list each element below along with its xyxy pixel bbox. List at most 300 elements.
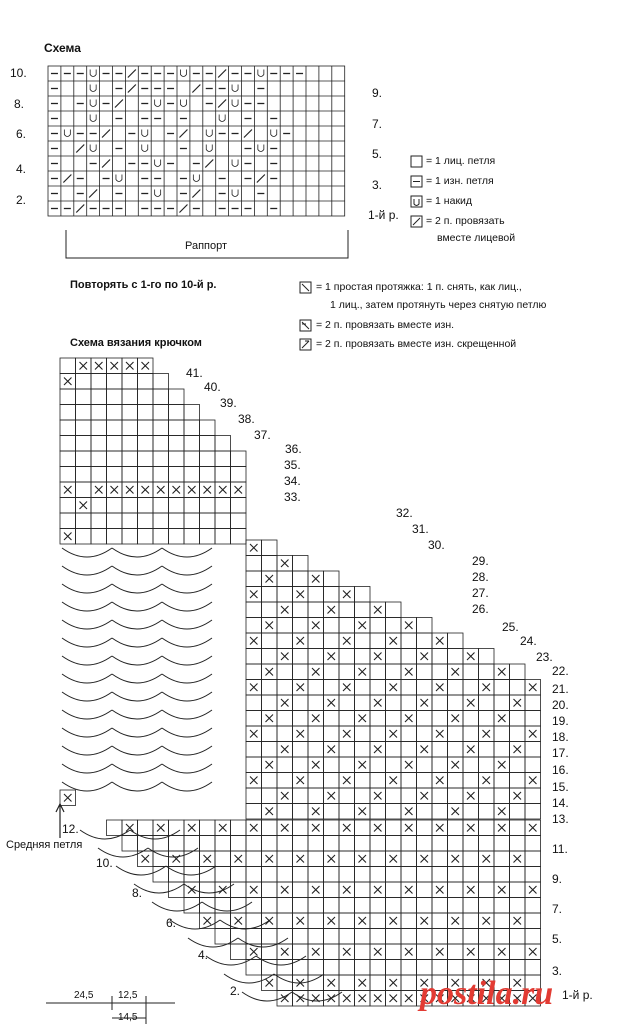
chart-cell <box>463 913 479 929</box>
chart-cell <box>494 788 510 804</box>
crochet-row-label: 34. <box>284 474 301 488</box>
single-crochet-mark <box>483 684 491 692</box>
single-crochet-mark <box>529 684 537 692</box>
chart-cell <box>510 757 526 773</box>
single-crochet-mark <box>343 730 351 738</box>
chart-cell <box>262 773 278 789</box>
chart-cell <box>355 773 371 789</box>
chart-cell <box>525 836 541 852</box>
chain-arch <box>162 584 212 593</box>
chart-cell <box>184 529 200 545</box>
chart-cell <box>262 898 278 914</box>
chart-cell <box>277 898 293 914</box>
yarn-over-mark <box>64 130 70 137</box>
chart-cell <box>215 929 231 945</box>
decrease-mark <box>102 130 110 138</box>
chain-arch <box>62 692 112 701</box>
chart-cell <box>293 898 309 914</box>
chart-cell <box>200 513 216 529</box>
single-crochet-mark <box>374 824 382 832</box>
single-crochet-mark <box>328 653 336 661</box>
single-crochet-mark <box>405 995 413 1003</box>
chart-cell <box>153 851 169 867</box>
chart-cell <box>169 882 185 898</box>
crochet-row-label: 33. <box>284 490 301 504</box>
chart-cell <box>525 913 541 929</box>
watermark: postila.ru <box>420 975 554 1012</box>
chart-cell <box>153 836 169 852</box>
chart-cell <box>122 374 138 390</box>
single-crochet-mark <box>204 855 212 863</box>
single-crochet-mark <box>374 792 382 800</box>
single-crochet-mark <box>266 575 274 583</box>
single-crochet-mark <box>359 761 367 769</box>
chart-cell <box>386 867 402 883</box>
chart-cell <box>231 513 247 529</box>
chain-arch <box>62 620 112 629</box>
chart-cell <box>370 898 386 914</box>
single-crochet-mark <box>250 824 258 832</box>
single-crochet-mark <box>250 544 258 552</box>
chart-cell <box>417 882 433 898</box>
crochet-row-label: 25. <box>502 620 519 634</box>
decrease-mark <box>102 160 110 168</box>
chart-cell <box>138 374 154 390</box>
chart-cell <box>308 960 324 976</box>
chart-cell <box>293 649 309 665</box>
single-crochet-mark <box>142 362 150 370</box>
single-crochet-mark <box>405 668 413 676</box>
chart-cell <box>91 451 107 467</box>
single-crochet-mark <box>374 886 382 894</box>
chart-cell <box>324 664 340 680</box>
chart-cell <box>231 498 247 514</box>
chart-cell <box>76 482 92 498</box>
chart-cell <box>463 960 479 976</box>
chain-arch <box>162 548 212 557</box>
single-crochet-mark <box>157 486 165 494</box>
crochet-row-label: 36. <box>285 442 302 456</box>
chart-cell <box>200 867 216 883</box>
chart-cell <box>91 389 107 405</box>
chart-cell <box>246 836 262 852</box>
single-crochet-mark <box>281 792 289 800</box>
chart-cell <box>432 836 448 852</box>
chart-cell <box>153 529 169 545</box>
chart-cell <box>153 513 169 529</box>
yarn-over-mark <box>232 100 238 107</box>
chart-cell <box>262 960 278 976</box>
chart-cell <box>370 960 386 976</box>
chart-cell <box>262 788 278 804</box>
single-crochet-mark <box>297 855 305 863</box>
chain-arch <box>184 884 234 893</box>
legend-text: = 1 накид <box>426 195 473 207</box>
chart-cell <box>60 498 76 514</box>
chart-cell <box>417 898 433 914</box>
chart-cell <box>448 742 464 758</box>
single-crochet-mark <box>111 362 119 370</box>
dimension-label: 24,5 <box>74 990 94 1001</box>
crochet-row-label: 13. <box>552 812 569 826</box>
crochet-row-label: 14. <box>552 796 569 810</box>
single-crochet-mark <box>436 777 444 785</box>
single-crochet-mark <box>359 995 367 1003</box>
chart-cell <box>76 389 92 405</box>
crochet-row-label: 22. <box>552 664 569 678</box>
chart-cell <box>370 618 386 634</box>
chart-cell <box>246 602 262 618</box>
chart-cell <box>308 913 324 929</box>
chart-cell <box>60 389 76 405</box>
chart-cell <box>293 711 309 727</box>
chart-cell <box>417 726 433 742</box>
chart-cell <box>308 633 324 649</box>
row-label-right: 7. <box>372 117 383 131</box>
single-crochet-mark <box>281 653 289 661</box>
yarn-over-mark <box>258 70 264 77</box>
chart-cell <box>525 898 541 914</box>
chart-cell <box>169 420 185 436</box>
chart-cell <box>293 882 309 898</box>
chart-cell <box>479 788 495 804</box>
chart-cell <box>293 867 309 883</box>
yarn-over-mark <box>90 115 96 122</box>
chart-cell <box>448 649 464 665</box>
chart-cell <box>122 420 138 436</box>
chart-cell <box>308 788 324 804</box>
single-crochet-mark <box>281 948 289 956</box>
yarn-over-mark <box>116 175 122 182</box>
yarn-over-mark <box>142 130 148 137</box>
chart-cell <box>448 788 464 804</box>
chart-cell <box>339 711 355 727</box>
chart-cell <box>262 742 278 758</box>
chart-cell <box>76 529 92 545</box>
chart-cell <box>324 571 340 587</box>
chain-arch <box>162 674 212 683</box>
single-crochet-mark <box>452 917 460 925</box>
single-crochet-mark <box>266 715 274 723</box>
single-crochet-mark <box>436 824 444 832</box>
chain-arch <box>112 638 162 647</box>
chart-cell <box>308 649 324 665</box>
chart-cell <box>246 960 262 976</box>
decrease-mark <box>205 160 213 168</box>
chart-cell <box>277 664 293 680</box>
single-crochet-mark <box>529 777 537 785</box>
chart-cell <box>432 804 448 820</box>
single-crochet-mark <box>64 794 72 802</box>
crochet-row-label: 40. <box>204 380 221 394</box>
single-crochet-mark <box>390 637 398 645</box>
chart-cell <box>107 513 123 529</box>
legend-text: 1 лиц., затем протянуть через снятую петлю <box>330 299 547 311</box>
chart-cell <box>122 513 138 529</box>
chart-cell <box>370 836 386 852</box>
single-crochet-mark <box>405 622 413 630</box>
chain-arch <box>62 602 112 611</box>
chart-cell <box>122 451 138 467</box>
single-crochet-mark <box>64 378 72 386</box>
chart-cell <box>277 757 293 773</box>
chart-cell <box>386 695 402 711</box>
chart-cell <box>324 633 340 649</box>
legend-text: = 2 п. провязать <box>426 215 505 227</box>
single-crochet-mark <box>467 948 475 956</box>
chain-arch <box>62 710 112 719</box>
single-crochet-mark <box>126 486 134 494</box>
single-crochet-mark <box>405 824 413 832</box>
chart-cell <box>510 711 526 727</box>
chain-arch <box>112 656 162 665</box>
chart-cell <box>60 436 76 452</box>
chart-cell <box>215 436 231 452</box>
chart-cell <box>417 836 433 852</box>
decrease-mark <box>257 175 265 183</box>
row-label-left: 6. <box>16 127 27 141</box>
single-crochet-mark <box>374 699 382 707</box>
single-crochet-mark <box>405 808 413 816</box>
chart-cell <box>386 664 402 680</box>
single-crochet-mark <box>281 746 289 754</box>
chain-arch <box>62 728 112 737</box>
chart-cell <box>262 649 278 665</box>
single-crochet-mark <box>374 995 382 1003</box>
chart-cell <box>231 820 247 836</box>
row-label-right: 9. <box>372 86 383 100</box>
chart-cell <box>401 913 417 929</box>
chart-cell <box>386 820 402 836</box>
chart-cell <box>231 867 247 883</box>
chart-cell <box>324 618 340 634</box>
chart-cell <box>324 711 340 727</box>
chart-cell <box>215 513 231 529</box>
chart-cell <box>479 804 495 820</box>
chart-cell <box>262 695 278 711</box>
single-crochet-mark <box>452 715 460 723</box>
chart-cell <box>510 867 526 883</box>
chain-arch <box>112 728 162 737</box>
chart-cell <box>308 836 324 852</box>
chart-cell <box>293 757 309 773</box>
chart-cell <box>432 649 448 665</box>
single-crochet-mark <box>250 637 258 645</box>
chart-cell <box>153 389 169 405</box>
chart-cell <box>277 618 293 634</box>
chart-cell <box>246 556 262 572</box>
chart-cell <box>277 929 293 945</box>
chart-cell <box>401 680 417 696</box>
chart-cell <box>525 929 541 945</box>
single-crochet-mark <box>405 715 413 723</box>
chart-cell <box>308 587 324 603</box>
chart-cell <box>60 405 76 421</box>
chart-cell <box>510 820 526 836</box>
single-crochet-mark <box>312 824 320 832</box>
chart-cell <box>293 820 309 836</box>
crochet-row-label: 37. <box>254 428 271 442</box>
chart-cell <box>339 867 355 883</box>
single-crochet-mark <box>312 575 320 583</box>
crochet-row-label: 9. <box>552 872 563 886</box>
chart-cell <box>510 882 526 898</box>
single-crochet-mark <box>235 486 243 494</box>
chart-cell <box>494 773 510 789</box>
chart-cell <box>355 788 371 804</box>
chain-arch <box>112 548 162 557</box>
chart-cell <box>308 898 324 914</box>
single-crochet-mark <box>312 715 320 723</box>
legend-text: = 1 изн. петля <box>426 175 494 187</box>
chart-cell <box>138 529 154 545</box>
row-label-left: 8. <box>14 97 25 111</box>
chart-cell <box>324 882 340 898</box>
chart-cell <box>246 804 262 820</box>
single-crochet-mark <box>281 824 289 832</box>
chart-cell <box>479 944 495 960</box>
chart-cell <box>324 587 340 603</box>
single-crochet-mark <box>421 855 429 863</box>
single-crochet-mark <box>359 808 367 816</box>
crochet-row-label: 8. <box>132 886 143 900</box>
single-crochet-mark <box>359 715 367 723</box>
chart-cell <box>339 804 355 820</box>
chart-cell <box>246 649 262 665</box>
chart-cell <box>215 913 231 929</box>
chart-cell <box>448 836 464 852</box>
chain-arch <box>206 956 256 965</box>
chart-cell <box>262 867 278 883</box>
chart-cell <box>479 960 495 976</box>
chart-cell <box>138 405 154 421</box>
chart-cell <box>386 649 402 665</box>
single-crochet-mark <box>204 917 212 925</box>
single-crochet-mark <box>281 606 289 614</box>
chart-cell <box>479 898 495 914</box>
chart-cell <box>277 587 293 603</box>
chart-cell <box>107 436 123 452</box>
chart-cell <box>262 680 278 696</box>
row-label-left: 2. <box>16 193 27 207</box>
chart-cell <box>432 742 448 758</box>
single-crochet-mark <box>142 855 150 863</box>
chart-cell <box>510 773 526 789</box>
row-label-right: 1-й р. <box>368 208 399 222</box>
single-crochet-mark <box>95 362 103 370</box>
chart-cell <box>339 929 355 945</box>
chart-cell <box>417 680 433 696</box>
chart-cell <box>308 929 324 945</box>
single-crochet-mark <box>359 668 367 676</box>
single-crochet-mark <box>390 855 398 863</box>
yarn-over-mark <box>155 100 161 107</box>
chart-cell <box>153 451 169 467</box>
chain-arch <box>170 920 220 929</box>
chart-cell <box>339 960 355 976</box>
chart-cell <box>324 960 340 976</box>
chart-cell <box>60 420 76 436</box>
single-crochet-mark <box>328 699 336 707</box>
crochet-row-label: 24. <box>520 634 537 648</box>
chart-cell <box>494 680 510 696</box>
chart-cell <box>308 773 324 789</box>
crochet-row-label: 6. <box>166 916 177 930</box>
single-crochet-mark <box>343 777 351 785</box>
chart-cell <box>525 804 541 820</box>
chart-cell <box>432 788 448 804</box>
single-crochet-mark <box>64 486 72 494</box>
chart-cell <box>231 836 247 852</box>
chart-cell <box>91 436 107 452</box>
single-crochet-mark <box>390 995 398 1003</box>
chart-cell <box>355 587 371 603</box>
chart-cell <box>386 711 402 727</box>
single-crochet-mark <box>64 533 72 541</box>
chart-cell <box>246 757 262 773</box>
chart-cell <box>277 726 293 742</box>
crochet-row-label: 29. <box>472 554 489 568</box>
chain-arch <box>112 566 162 575</box>
chart-cell <box>386 944 402 960</box>
single-crochet-mark <box>297 591 305 599</box>
single-crochet-mark <box>312 622 320 630</box>
chart-cell <box>122 389 138 405</box>
chart-cell <box>107 420 123 436</box>
chart-cell <box>91 498 107 514</box>
chart-cell <box>386 788 402 804</box>
chart-cell <box>308 695 324 711</box>
chart-cell <box>107 389 123 405</box>
single-crochet-mark <box>343 637 351 645</box>
chart-cell <box>153 374 169 390</box>
single-crochet-mark <box>297 637 305 645</box>
chart-cell <box>494 898 510 914</box>
chart-cell <box>355 680 371 696</box>
single-crochet-mark <box>436 637 444 645</box>
chart-cell <box>122 436 138 452</box>
single-crochet-mark <box>498 808 506 816</box>
chain-arch <box>116 866 166 875</box>
crochet-row-label: 27. <box>472 586 489 600</box>
chart-cell <box>479 929 495 945</box>
chart-cell <box>324 680 340 696</box>
chart-cell <box>386 757 402 773</box>
single-crochet-mark <box>312 761 320 769</box>
chart-cell <box>370 913 386 929</box>
chart-cell <box>510 680 526 696</box>
single-crochet-mark <box>529 730 537 738</box>
decrease-mark <box>179 130 187 138</box>
chart-cell <box>370 975 386 991</box>
chart-cell <box>355 633 371 649</box>
chain-arch <box>112 692 162 701</box>
chart-cell <box>277 804 293 820</box>
chart-cell <box>308 851 324 867</box>
single-crochet-mark <box>142 486 150 494</box>
single-crochet-mark <box>328 792 336 800</box>
chart-cell <box>339 913 355 929</box>
chart-cell <box>417 633 433 649</box>
chain-arch <box>80 830 130 839</box>
chart-cell <box>293 788 309 804</box>
chart-cell <box>463 726 479 742</box>
single-crochet-mark <box>529 948 537 956</box>
single-crochet-mark <box>483 917 491 925</box>
single-crochet-mark <box>343 824 351 832</box>
single-crochet-mark <box>421 917 429 925</box>
chart-cell <box>401 975 417 991</box>
